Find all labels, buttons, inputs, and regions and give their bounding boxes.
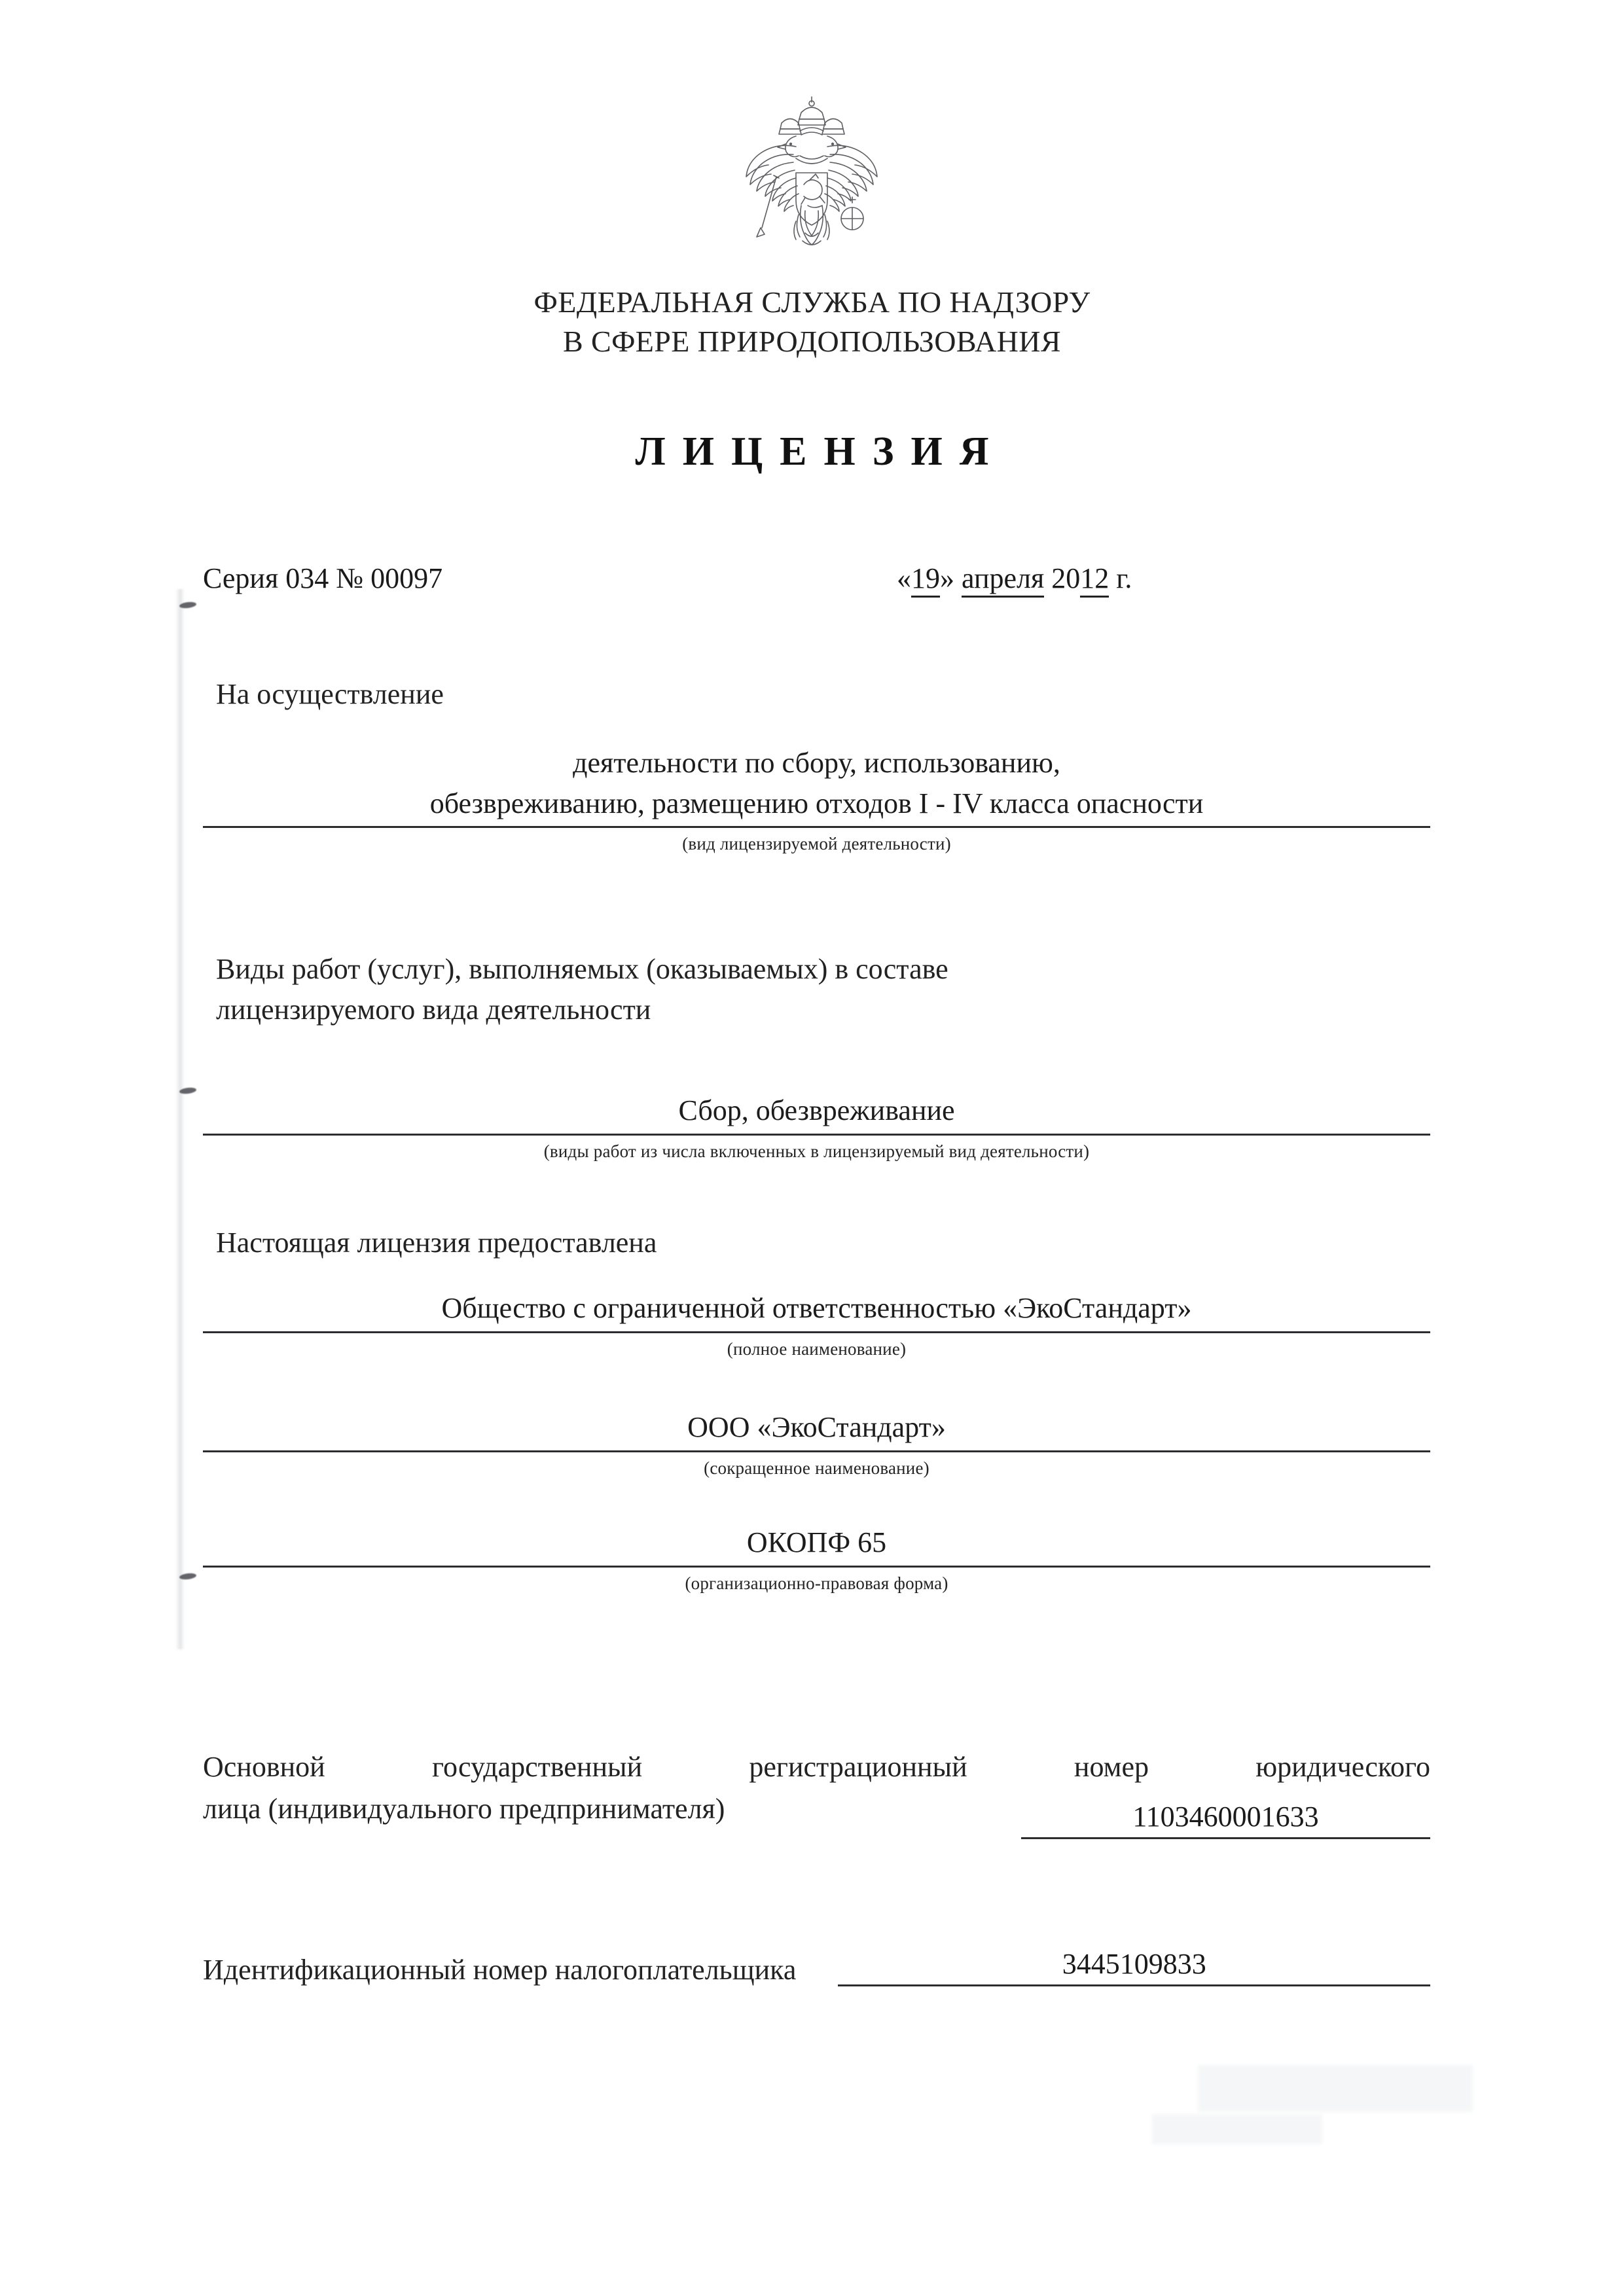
activity-caption: (вид лицензируемой деятельности) <box>682 834 951 854</box>
binding-hole-mark-2 <box>179 1086 197 1094</box>
licensee-short-name-field <box>203 1407 1430 1479</box>
serial-number: Серия 034 № 00097 <box>203 562 443 594</box>
legal-form-field <box>203 1522 1430 1594</box>
date-suffix: г. <box>1109 562 1132 594</box>
activity-lead-label: На осуществление <box>216 678 444 710</box>
russian-coat-of-arms-icon <box>728 93 895 258</box>
inn-value: 3445109833 <box>1062 1948 1206 1980</box>
licensee-short-name: ООО «ЭкоСтандарт» <box>687 1411 946 1443</box>
licensee-full-name-field <box>203 1288 1430 1359</box>
date-year-prefix: 20 <box>1051 562 1081 594</box>
works-rule <box>203 1134 1430 1136</box>
works-lead-label <box>216 949 1263 1031</box>
inn-label: Идентификационный номер налогоплательщика <box>203 1954 797 1986</box>
binding-hole-mark-3 <box>179 1572 197 1580</box>
date-year-suffix: 12 <box>1080 562 1109 598</box>
works-lead-line-2: лицензируемого вида деятельности <box>216 994 651 1026</box>
legal-form-value: ОКОПФ 65 <box>746 1526 887 1558</box>
ogrn-label-line-2: лица (индивидуального предпринимателя) <box>203 1792 725 1825</box>
activity-value-line-2: обезвреживанию, размещению отходов I - IV класса опасности <box>429 787 1204 819</box>
activity-value-line-1: деятельности по сбору, использованию, <box>573 747 1060 779</box>
activity-rule <box>203 826 1430 828</box>
date-day: 19 <box>911 562 940 598</box>
inn-value-field <box>838 1947 1430 1986</box>
licensee-full-name-caption: (полное наименование) <box>727 1338 907 1359</box>
works-field <box>203 1090 1430 1162</box>
serial-and-date-row <box>203 562 1430 595</box>
scan-smudge-bottom-right <box>1198 2065 1473 2112</box>
licensee-full-name: Общество с ограниченной ответственностью «ЭкоСтандарт» <box>441 1292 1192 1324</box>
ogrn-value-field <box>1021 1800 1430 1839</box>
scan-smudge-bottom-right-2 <box>1152 2114 1322 2144</box>
agency-name-line-2: В СФЕРЕ ПРИРОДОПОЛЬЗОВАНИЯ <box>563 324 1061 358</box>
scan-fold-artifact <box>175 589 185 1649</box>
licensee-full-name-rule <box>203 1331 1430 1333</box>
date-month: апреля <box>962 562 1044 598</box>
activity-field <box>203 743 1430 854</box>
binding-hole-mark-1 <box>179 601 197 609</box>
ogrn-rule <box>1021 1837 1430 1839</box>
inn-rule <box>838 1984 1430 1986</box>
works-caption: (виды работ из числа включенных в лицензируемый вид деятельности) <box>543 1141 1090 1161</box>
works-value: Сбор, обезвреживание <box>678 1094 955 1126</box>
agency-name-line-1: ФЕДЕРАЛЬНАЯ СЛУЖБА ПО НАДЗОРУ <box>533 285 1091 319</box>
works-lead-line-1: Виды работ (услуг), выполняемых (оказываемых) в составе <box>216 953 948 985</box>
inn-row <box>203 1947 1430 1986</box>
date-close-quote: » <box>940 562 954 594</box>
agency-name <box>0 283 1624 361</box>
ogrn-value: 1103460001633 <box>1132 1801 1319 1833</box>
licensee-short-name-caption: (сокращенное наименование) <box>704 1458 929 1478</box>
legal-form-caption: (организационно-правовая форма) <box>685 1573 948 1593</box>
date-open-quote: « <box>897 562 911 594</box>
document-title: ЛИЦЕНЗИЯ <box>635 429 1006 474</box>
issue-date <box>727 562 1430 595</box>
legal-form-rule <box>203 1566 1430 1568</box>
licensee-lead-label: Настоящая лицензия предоставлена <box>216 1227 657 1259</box>
licensee-short-name-rule <box>203 1450 1430 1452</box>
ogrn-label-line-1: Основной государственный регистрационный номер юридического <box>203 1751 1430 1783</box>
